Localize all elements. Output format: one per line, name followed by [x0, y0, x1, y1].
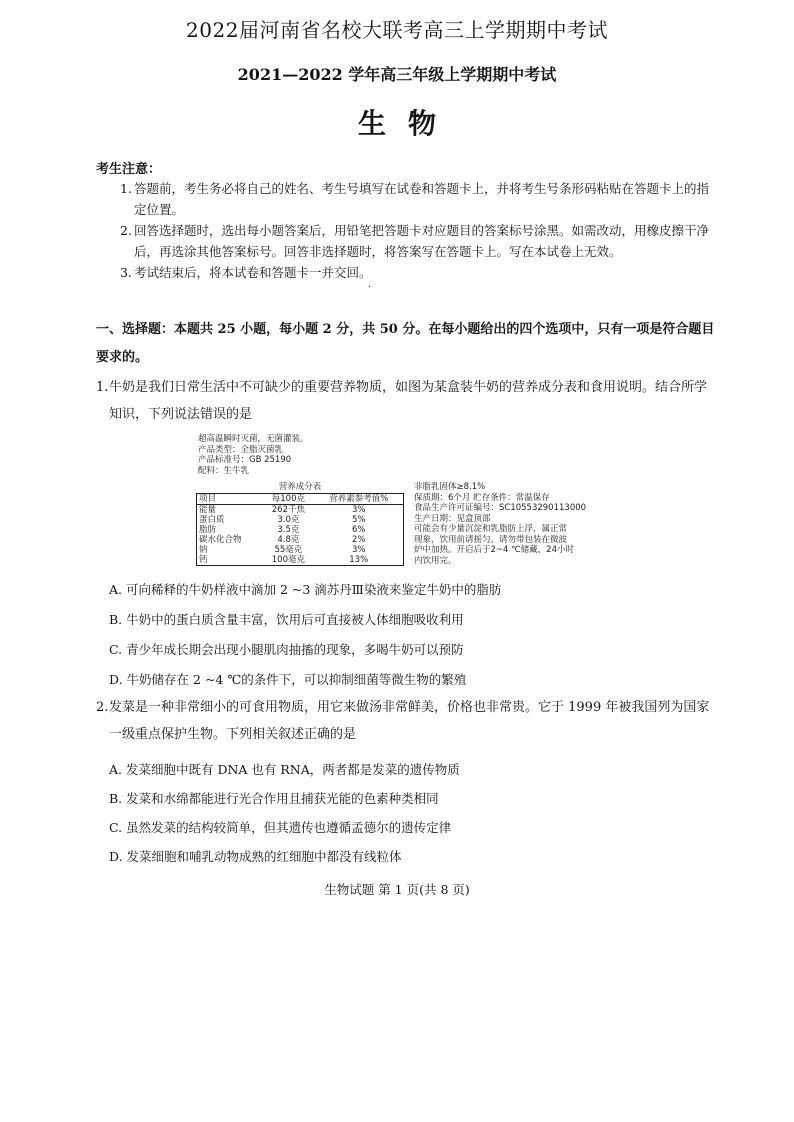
- figure-line: 生产日期：见盒顶部: [414, 513, 491, 524]
- nutrition-table-caption: 营养成分表: [278, 482, 322, 492]
- table-cell: 13%: [349, 555, 369, 565]
- question-1-option-a: A. 可向稀释的牛奶样液中滴加 2 ~3 滴苏丹Ⅲ染液来鉴定牛奶中的脂肪: [109, 582, 502, 597]
- question-2-option-c: C. 虽然发菜的结构较简单，但其遗传也遵循孟德尔的遗传定律: [109, 820, 452, 835]
- notice-item-text: 考试结束后，将本试卷和答题卡一并交回。: [134, 265, 372, 280]
- notice-item-text: 答题前，考生务必将自己的姓名、考生号填写在试卷和答题卡上，并将考生号条形码粘贴在答题卡上的指定位置。: [134, 181, 710, 217]
- table-header-cell: 每100克: [262, 493, 314, 505]
- figure-right-notes: [414, 482, 628, 566]
- question-2-option-b: B. 发菜和水绵都能进行光合作用且捕获光能的色素种类相同: [109, 791, 439, 806]
- figure-line: 炉中加热。开启后于2~4 ℃储藏，24小时: [414, 545, 575, 555]
- figure-line: 保质期：6个月 贮存条件：常温保存: [414, 492, 550, 503]
- table-cell: 55毫克: [274, 545, 303, 555]
- question-text: 发菜是一种非常细小的可食用物质，用它来做汤非常鲜美，价格也非常贵。它于 1999 年被我国列为国家一级重点保护生物。下列相关叙述正确的是: [109, 700, 710, 742]
- table-cell: 3.5克: [277, 525, 300, 535]
- table-cell: 碳水化合物: [199, 535, 242, 545]
- figure-top-lines: [198, 434, 398, 476]
- notice-heading: 考生注意：: [96, 162, 162, 177]
- table-cell: 2%: [351, 535, 366, 545]
- milk-nutrition-figure: [196, 434, 628, 564]
- table-header-row: [197, 493, 404, 505]
- figure-line: 现象，饮用前请摇匀。请勿带包装在微波: [414, 534, 568, 545]
- table-cell: 钠: [199, 545, 208, 555]
- table-cell: 5%: [351, 515, 366, 525]
- question-1-option-c: C. 青少年成长期会出现小腿肌肉抽搐的现象，多喝牛奶可以预防: [109, 642, 464, 657]
- subject-title: 生物: [357, 107, 458, 140]
- question-1-option-d: D. 牛奶储存在 2 ~4 ℃的条件下，可以抑制细菌等微生物的繁殖: [109, 672, 467, 687]
- table-cell: 蛋白质: [199, 515, 225, 525]
- table-cell: 3%: [351, 505, 366, 515]
- question-number: 1.: [96, 380, 109, 395]
- question-number: 2.: [96, 700, 109, 715]
- table-row: [197, 525, 404, 535]
- figure-line: 配料：生牛乳: [198, 465, 250, 476]
- table-cell: 6%: [351, 525, 366, 535]
- table-row: [197, 515, 404, 525]
- question-2-option-a: A. 发菜细胞中既有 DNA 也有 RNA，两者都是发菜的遗传物质: [109, 762, 460, 777]
- table-row: [197, 555, 404, 566]
- stray-dot: ·: [368, 282, 372, 293]
- question-1-stem: [96, 374, 714, 428]
- notice-item-number: 3.: [120, 265, 132, 280]
- figure-line: 超高温瞬时灭菌，无菌灌装。: [198, 434, 309, 444]
- table-row: [197, 505, 404, 516]
- figure-line: 产品标准号：GB 25190: [198, 455, 292, 465]
- table-cell: 100毫克: [271, 555, 305, 565]
- question-2-option-d: D. 发菜细胞和哺乳动物成熟的红细胞中都没有线粒体: [109, 849, 402, 864]
- table-header-cell: 营养素参考值%: [314, 493, 403, 505]
- table-row: [197, 535, 404, 545]
- page-footer: 生物试题 第 1 页(共 8 页): [324, 882, 470, 897]
- notice-item-1: [120, 178, 710, 220]
- section-heading: 一、选择题：本题共 25 小题，每小题 2 分，共 50 分。在每小题给出的四个选项中，只有一项是符合题目要求的。: [96, 322, 715, 365]
- table-cell: 钙: [199, 555, 208, 565]
- question-2-stem: [96, 694, 714, 748]
- page-title: 2022届河南省名校大联考高三上学期期中考试: [186, 18, 608, 42]
- table-header-cell: 项目: [197, 493, 263, 505]
- table-cell: 3%: [351, 545, 366, 555]
- nutrition-table: [196, 493, 404, 567]
- notice-item-text: 回答选择题时，选出每小题答案后，用铅笔把答题卡对应题目的答案标号涂黑。如需改动，用橡皮擦干净后，再选涂其他答案标号。回答非选择题时，将答案写在答题卡上。写在本试卷上无效。: [134, 223, 710, 259]
- table-cell: 4.8克: [277, 535, 300, 545]
- notice-item-2: [120, 220, 710, 262]
- exam-title: 2021—2022 学年高三年级上学期期中考试: [237, 65, 557, 84]
- table-cell: 262千焦: [271, 505, 305, 515]
- notice-item-3: [120, 262, 710, 283]
- notice-item-number: 1.: [120, 181, 132, 196]
- notice-item-number: 2.: [120, 223, 132, 238]
- table-cell: 3.0克: [277, 515, 300, 525]
- figure-line: 产品类型：全脂灭菌乳: [198, 444, 284, 455]
- figure-line: 非脂乳固体≥8.1%: [414, 482, 486, 492]
- nutrition-table-block: [196, 482, 404, 566]
- figure-line: 内饮用完。: [414, 555, 457, 566]
- question-text: 牛奶是我们日常生活中不可缺少的重要营养物质，如图为某盒装牛奶的营养成分表和食用说明。结合所学知识，下列说法错误的是: [109, 380, 708, 422]
- figure-line: 食品生产许可证编号：SC10553290113000: [414, 503, 587, 513]
- figure-line: 可能会有少量沉淀和乳脂肪上浮，属正常: [414, 524, 568, 534]
- table-row: [197, 545, 404, 555]
- question-1-option-b: B. 牛奶中的蛋白质含量丰富，饮用后可直接被人体细胞吸收利用: [109, 612, 464, 627]
- table-cell: 脂肪: [199, 525, 217, 535]
- table-cell: 能量: [199, 505, 217, 515]
